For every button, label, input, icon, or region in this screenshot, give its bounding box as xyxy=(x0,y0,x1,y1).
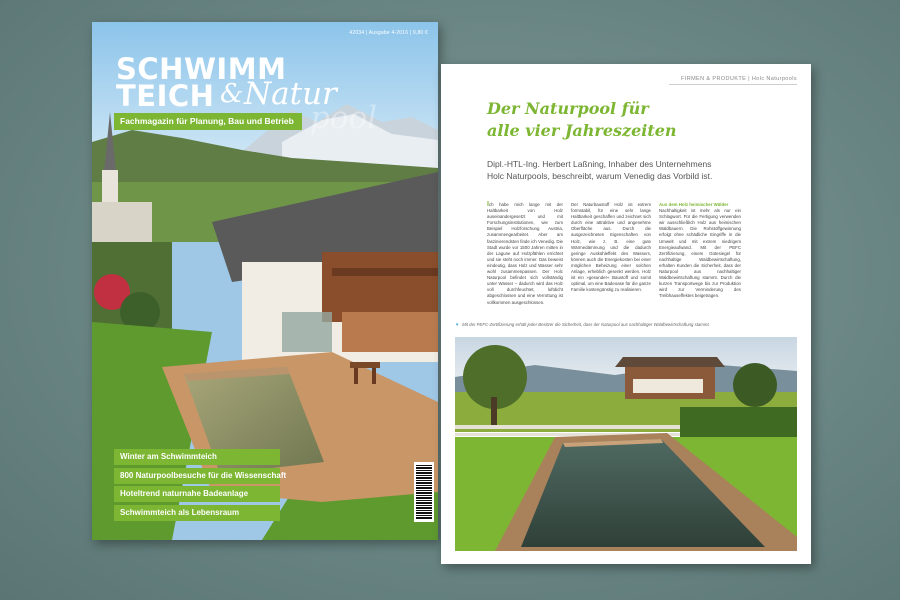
header-rule xyxy=(669,84,797,85)
column-1-text: ch habe mich lange mit der Haltbarkeit von Holz auseinandergesetzt und mit Forschungsinstitutionen, wie zum Beispiel Holzforschung Austria, zusammengearbeitet. Aber am faszinierendsten finde ich Venedig. Die Stadt wurde vor 1500 Jahren mitten in der Lagune auf Holzpfählen errichtet und sie steht noch immer. Das beweist eindeutig, dass Holz und Wasser sehr wohl zusammenpassen. Der Holc Naturpool befindet sich vollständig unter Wasser – dadurch wird das Holz voll durchfeuchtet, luftdicht abgeschlossen und eine Verrottung ist vollkommen ausgeschlossen. xyxy=(487,202,563,305)
article-lead: Dipl.-HTL-Ing. Herbert Laßning, Inhaber des Unternehmens Holc Naturpools, beschreibt, warum Venedig das Vorbild ist. xyxy=(487,159,713,181)
column-3-heading: Aus dem Holz heimischer Wälder xyxy=(659,202,729,207)
magazine-cover[interactable] xyxy=(92,22,438,540)
article-column-3 xyxy=(659,202,741,300)
page-header: FIRMEN & PRODUKTE | Holc Naturpools xyxy=(681,76,797,82)
article-photo xyxy=(455,337,797,551)
drop-cap: I xyxy=(487,201,489,208)
article-title-line-2: alle vier Jahreszeiten xyxy=(487,121,677,140)
article-page[interactable] xyxy=(441,64,811,564)
photo-caption xyxy=(455,322,775,328)
column-3-text: Nachhaltigkeit ist mehr als nur ein Schlagwort. Für die Fertigung verwenden wir ausschließlich Holz aus heimischen Waldbauern. Die Rohstoffgewinnung erfolgt ohne schädliche Eingriffe in die Umwelt und mit extrem niedrigem Energieaufwand. Mit der PEFC Zertifizierung, einem Gütesiegel für nachhaltige Waldbewirtschaftung, erhalten Kunden die Sicherheit, dass der Naturpool aus nachhaltiger Waldbewirtschaftung stammt. Durch die kurzen Transportwege bis zur Produktion wird zur Verminderung des Treibhauseffektes beigetragen. xyxy=(659,208,741,299)
masthead-ampersand: & xyxy=(220,79,244,109)
masthead-natur: Natur xyxy=(244,76,337,112)
masthead-line-2: TEICH xyxy=(116,79,215,113)
masthead-line-1: SCHWIMM xyxy=(116,52,287,86)
barcode xyxy=(414,462,434,522)
cover-topics xyxy=(114,449,287,523)
article-column-1 xyxy=(487,202,563,306)
masthead-pool: pool xyxy=(310,100,378,136)
cover-subtitle: Fachmagazin für Planung, Bau und Betrieb xyxy=(114,113,302,130)
article-column-2: Der Naturbaustoff Holz ist extrem formstabil, für eine sehr lange Haltbarkeit geschaffen und zeichnet sich durch eine attraktive und angenehme Oberfläche aus. Durch die ausgezeichneten Eigenschaften von Holz, wie z. B. eine gute Wärmedämmung und die dadurch geringe Auskühleffekt des Wassers, können auch die Energiekosten bei einer möglichen Beheizung einer solchen Anlage, erheblich gesenkt werden. Holz ist ein »gesunder« Baustoff und somit optimal, um eine Badeoase für die ganze Familie kostengünstig zu realisieren. xyxy=(571,202,651,293)
article-title xyxy=(487,98,727,142)
cover-topic: Winter am Schwimmteich xyxy=(114,449,280,465)
cover-topic: Schwimmteich als Lebensraum xyxy=(114,505,280,521)
cover-topic: Hoteltrend naturnahe Badeanlage xyxy=(114,486,280,502)
caption-marker-icon: ▼ xyxy=(455,322,460,327)
caption-text: Mit der PEFC-Zertifizierung erhält jeder Besitzer die Sicherheit, dass der Naturpool aus nachhaltiger Waldbewirtschaftung stammt. xyxy=(462,322,710,327)
cover-topic: 800 Naturpoolbesuche für die Wissenschaft xyxy=(114,468,280,484)
article-title-line-1: Der Naturpool für xyxy=(487,99,649,118)
issue-info: 42034 | Ausgabe 4-2016 | 9,80 € xyxy=(349,30,428,36)
